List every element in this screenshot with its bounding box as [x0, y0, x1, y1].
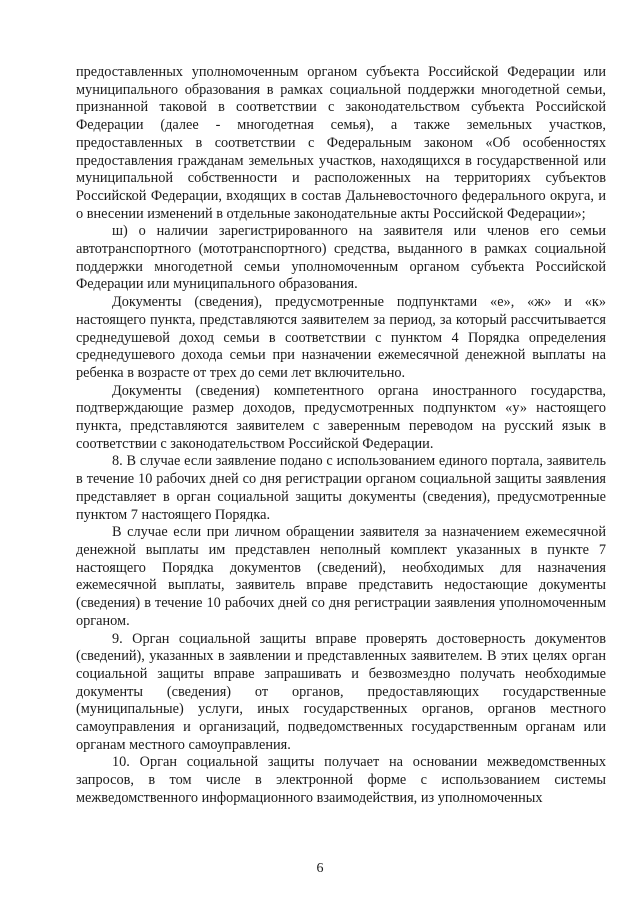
paragraph-point-8-personal: В случае если при личном обращении заявителя за назначением ежемесячной денежной выплаты им представлен неполный комплект указанных в пункте 7 настоящего Порядка документов (сведений), необходимых для назначения ежемесячной выплаты, заявитель вправе представить недостающие документы (сведения) в течение 10 рабочих дней со дня регистрации заявления уполномоченным органом. — [76, 524, 606, 629]
paragraph-foreign-documents: Документы (сведения) компетентного органа иностранного государства, подтверждающие размер доходов, предусмотренных подпунктом «у» настоящего пункта, представляются заявителем с заверенным переводом на русский язык в соответствии с законодательством Российской Федерации. — [76, 382, 606, 452]
paragraph-point-8: 8. В случае если заявление подано с использованием единого портала, заявитель в течение 10 рабочих дней со дня регистрации органом социальной защиты заявления представляет в орган социальной защиты документы (сведения), предусмотренные пунктом 7 настоящего Порядка. — [76, 453, 606, 523]
page-number: 6 — [316, 861, 324, 876]
paragraph-continuation: предоставленных уполномоченным органом субъекта Российской Федерации или муниципального образования в рамках социальной поддержки многодетной семьи, признанной таковой в соответствии с законодательством субъекта Российской Федерации (далее - многодетная семья), а также земельных участков, предоставленных в соответствии с Федеральным законом «Об особенностях предоставления гражданам земельных участков, находящихся в государственной или муниципальной собственности и расположенных на территориях субъектов Российской Федерации, входящих в состав Дальневосточного федерального округа, и о внесении изменений в отдельные законодательные акты Российской Федерации»; — [76, 64, 606, 222]
paragraph-point-9: 9. Орган социальной защиты вправе проверять достоверность документов (сведений), указанных в заявлении и представленных заявителем. В этих целях орган социальной защиты вправе запрашивать и безвозмездно получать необходимые документы (сведения) от органов, предоставляющих государственные (муниципальные) услуги, иных государственных органов, органов местного самоуправления и организаций, подведомственных государственным органам или органам местного самоуправления. — [76, 630, 606, 753]
paragraph-item-sh: ш) о наличии зарегистрированного на заявителя или членов его семьи автотранспортного (мототранспортного) средства, выданного в рамках социальной поддержки многодетной семьи уполномоченным органом субъекта Российской Федерации или муниципального образования. — [76, 223, 606, 293]
paragraph-documents-subitems: Документы (сведения), предусмотренные подпунктами «е», «ж» и «к» настоящего пункта, представляются заявителем за период, за который рассчитывается среднедушевой доход семьи в соответствии с пунктом 4 Порядка определения среднедушевого дохода семьи при назначении ежемесячной денежной выплаты на ребенка в возрасте от трех до семи лет включительно. — [76, 294, 606, 381]
document-body — [76, 64, 606, 808]
paragraph-point-10: 10. Орган социальной защиты получает на основании межведомственных запросов, в том числе в электронной форме с использованием системы межведомственного информационного взаимодействия, из уполномоченных — [76, 754, 606, 806]
